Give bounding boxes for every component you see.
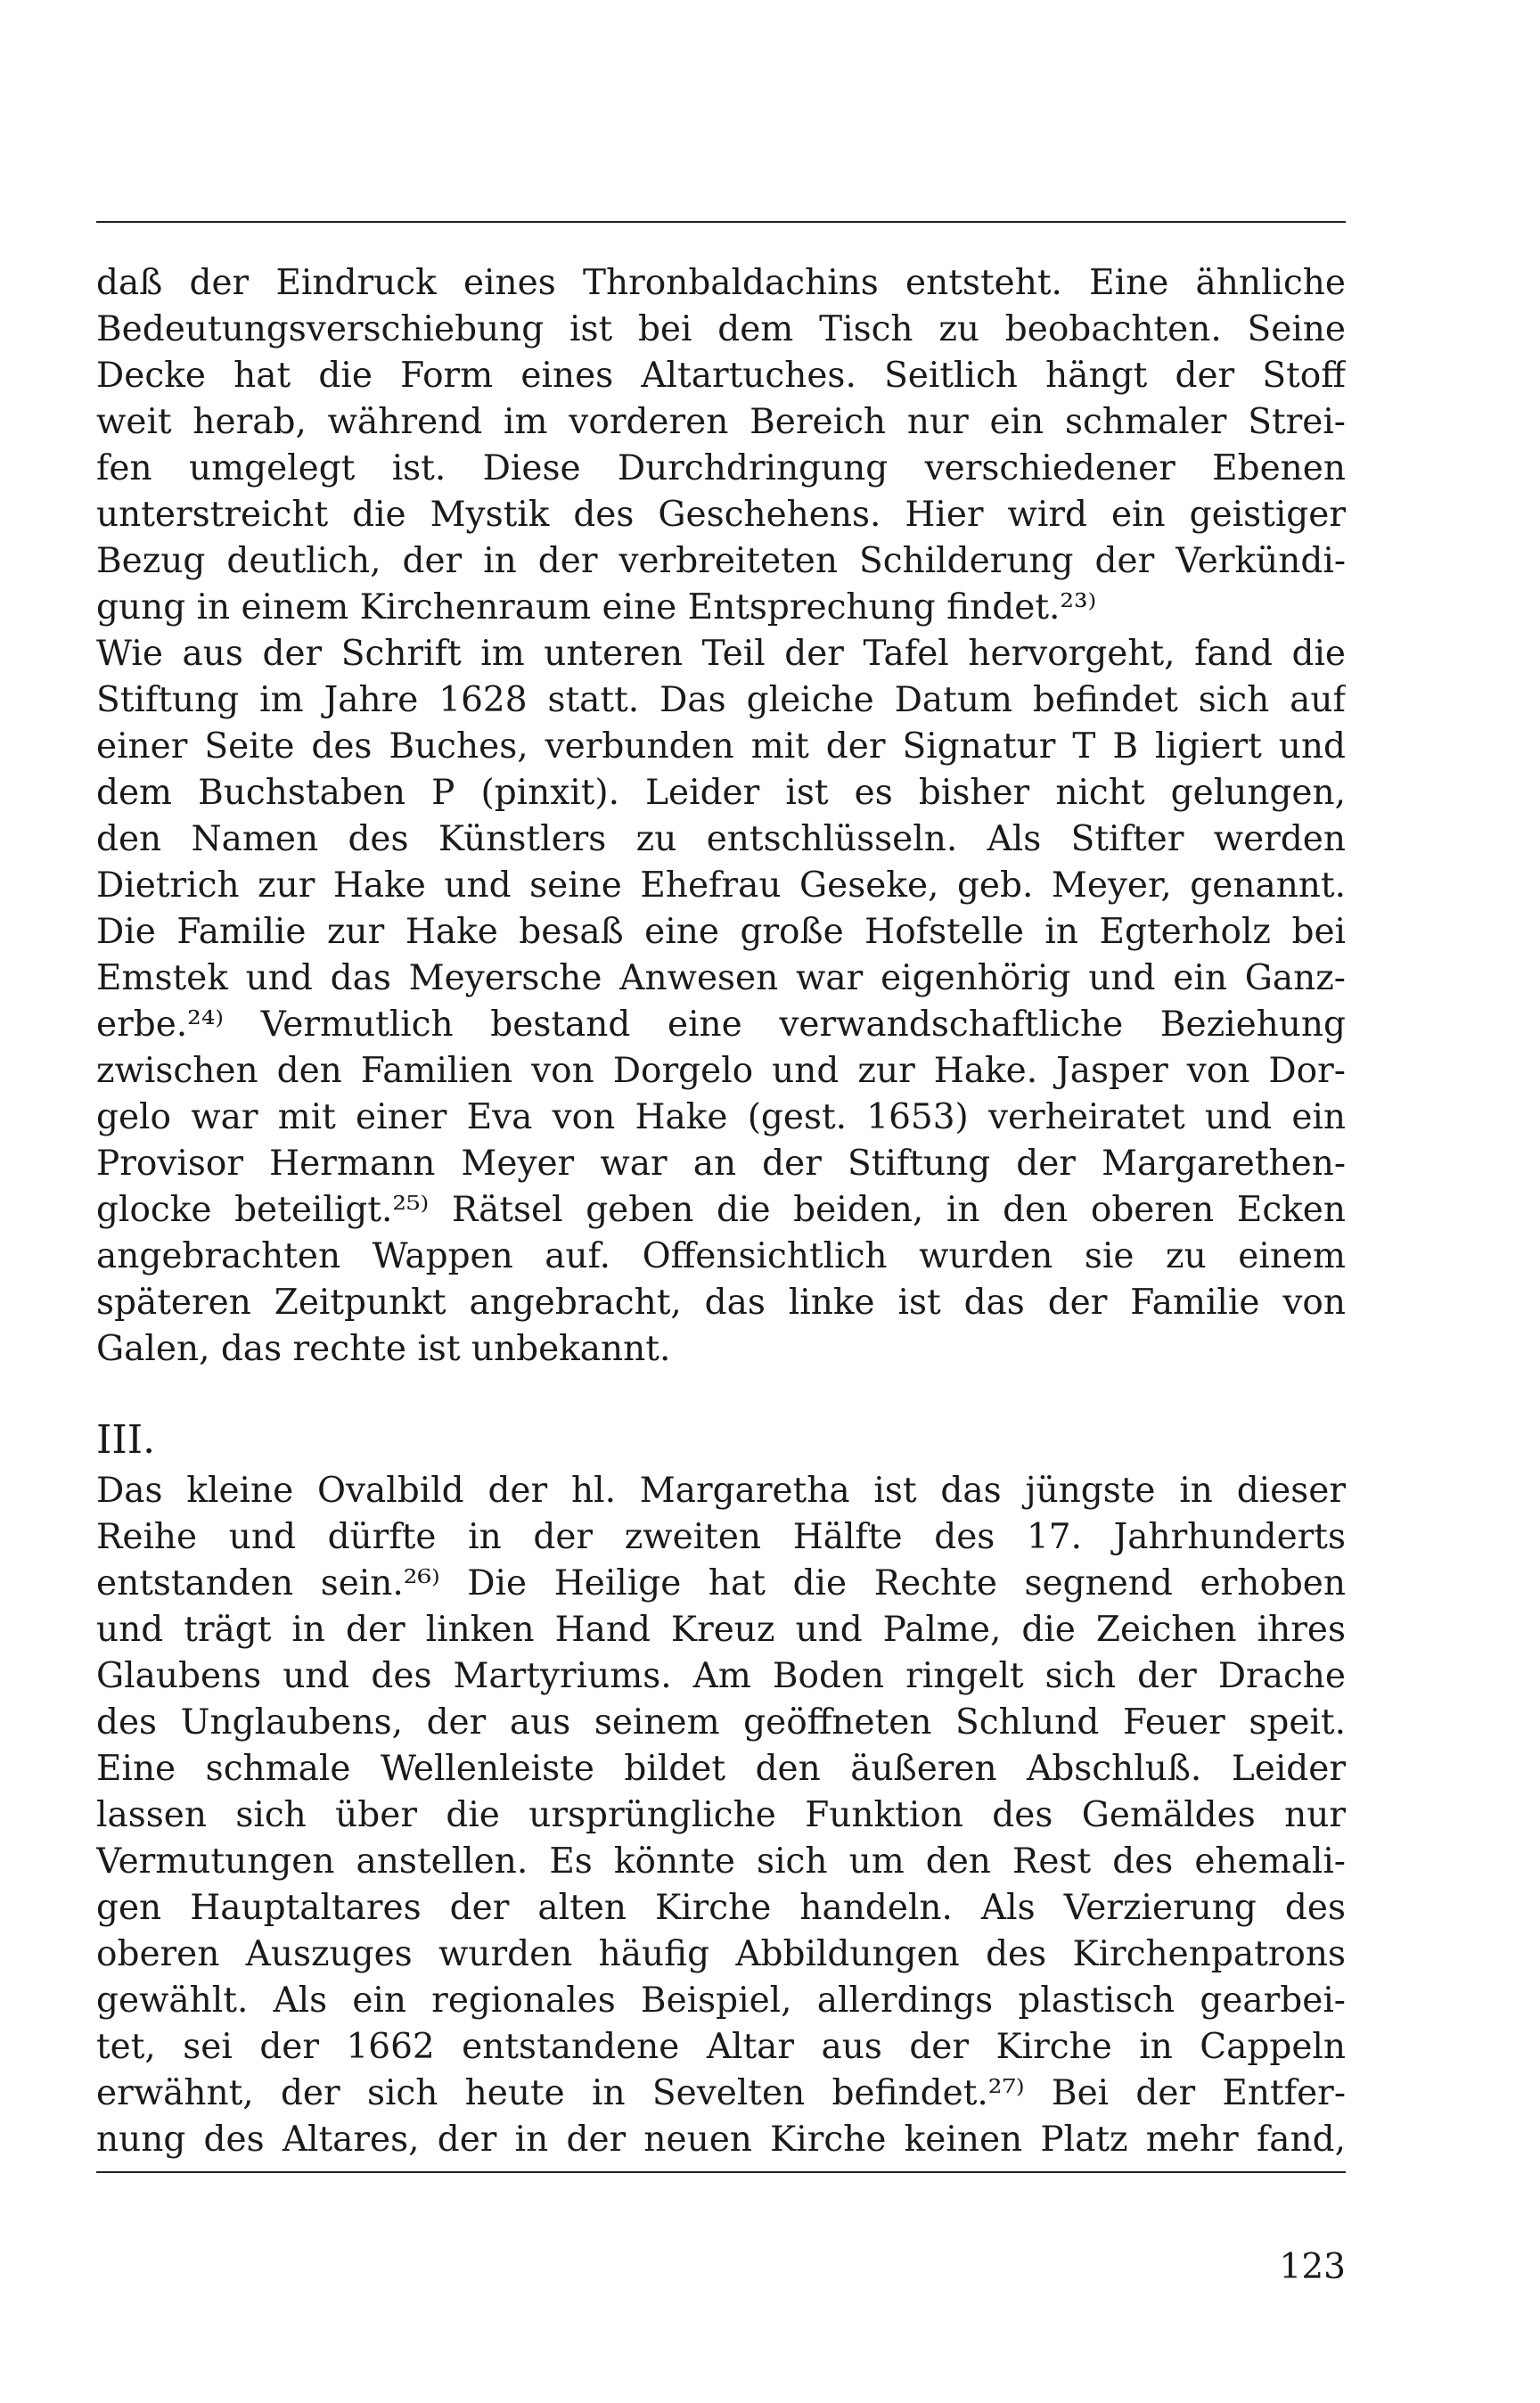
top-rule [96,221,1346,223]
text-line: den Namen des Künstlers zu entschlüsseln. Als Stifter werden [96,819,1346,859]
text-line: Vermutungen anstellen. Es könnte sich um den Rest des ehemali- [96,1841,1346,1882]
text-line: erwähnt, der sich heute in Sevelten befindet.²⁷⁾ Bei der Entfer- [96,2073,1346,2113]
page-number: 123 [1279,2247,1346,2287]
text-line: zwischen den Familien von Dorgelo und zur Hake. Jasper von Dor- [96,1051,1346,1091]
text-line: Das kleine Ovalbild der hl. Margaretha ist das jüngste in dieser [96,1471,1346,1511]
text-line: gelo war mit einer Eva von Hake (gest. 1653) verheiratet und ein [96,1097,1346,1137]
text-line: erbe.²⁴⁾ Vermutlich bestand eine verwandschaftliche Beziehung [96,1005,1346,1045]
text-line: gung in einem Kirchenraum eine Entsprechung findet.²³⁾ [96,587,1097,627]
text-line: Galen, das rechte ist unbekannt. [96,1329,671,1369]
text-line: einer Seite des Buches, verbunden mit der Signatur T B ligiert und [96,726,1346,767]
text-line: Emstek und das Meyersche Anwesen war eigenhörig und ein Ganz- [96,958,1346,998]
text-line: lassen sich über die ursprüngliche Funktion des Gemäldes nur [96,1795,1346,1835]
text-line: dem Buchstaben P (pinxit). Leider ist es bisher nicht gelungen, [96,773,1346,813]
paragraph-1 [96,260,1346,1373]
text-line: Reihe und dürfte in der zweiten Hälfte des 17. Jahrhunderts [96,1517,1346,1557]
text-line: gen Hauptaltares der alten Kirche handeln. Als Verzierung des [96,1888,1346,1928]
text-line: Decke hat die Form eines Altartuches. Seitlich hängt der Stoff [96,356,1346,396]
text-line: oberen Auszuges wurden häufig Abbildungen des Kirchenpatrons [96,1934,1346,1974]
text-line: fen umgelegt ist. Diese Durchdringung verschiedener Ebenen [96,448,1346,488]
text-line: und trägt in der linken Hand Kreuz und Palme, die Zeichen ihres [96,1610,1346,1650]
text-line: entstanden sein.²⁶⁾ Die Heilige hat die Rechte segnend erhoben [96,1563,1346,1603]
text-line: weit herab, während im vorderen Bereich nur ein schmaler Strei- [96,402,1346,442]
text-line: Bedeutungsverschiebung ist bei dem Tisch zu beobachten. Seine [96,309,1346,349]
bottom-rule [96,2171,1346,2173]
text-line: Glaubens und des Martyriums. Am Boden ringelt sich der Drache [96,1656,1346,1696]
section-heading: III. [96,1417,156,1463]
text-line: daß der Eindruck eines Thronbaldachins entsteht. Eine ähnliche [96,263,1346,303]
text-line: Bezug deutlich, der in der verbreiteten Schilderung der Verkündi- [96,541,1346,581]
text-line: tet, sei der 1662 entstandene Altar aus der Kirche in Cappeln [96,2027,1346,2067]
text-line: gewählt. Als ein regionales Beispiel, allerdings plastisch gearbei- [96,1981,1346,2021]
text-line: nung des Altares, der in der neuen Kirche keinen Platz mehr fand, [96,2120,1346,2160]
text-line: Dietrich zur Hake und seine Ehefrau Geseke, geb. Meyer, genannt. [96,865,1346,906]
text-line: Die Familie zur Hake besaß eine große Hofstelle in Egterholz bei [96,912,1346,952]
text-line: unterstreicht die Mystik des Geschehens. Hier wird ein geistiger [96,495,1346,535]
text-line: des Unglaubens, der aus seinem geöffneten Schlund Feuer speit. [96,1702,1346,1743]
text-line: Provisor Hermann Meyer war an der Stiftung der Margarethen- [96,1144,1346,1184]
text-line: angebrachten Wappen auf. Offensichtlich wurden sie zu einem [96,1236,1346,1276]
text-line: Wie aus der Schrift im unteren Teil der Tafel hervorgeht, fand die [96,634,1346,674]
text-line: späteren Zeitpunkt angebracht, das linke ist das der Familie von [96,1283,1346,1323]
text-line: Eine schmale Wellenleiste bildet den äußeren Abschluß. Leider [96,1749,1346,1789]
paragraph-2 [96,1468,1346,2163]
text-line: glocke beteiligt.²⁵⁾ Rätsel geben die beiden, in den oberen Ecken [96,1190,1346,1230]
text-line: Stiftung im Jahre 1628 statt. Das gleiche Datum befindet sich auf [96,680,1346,720]
